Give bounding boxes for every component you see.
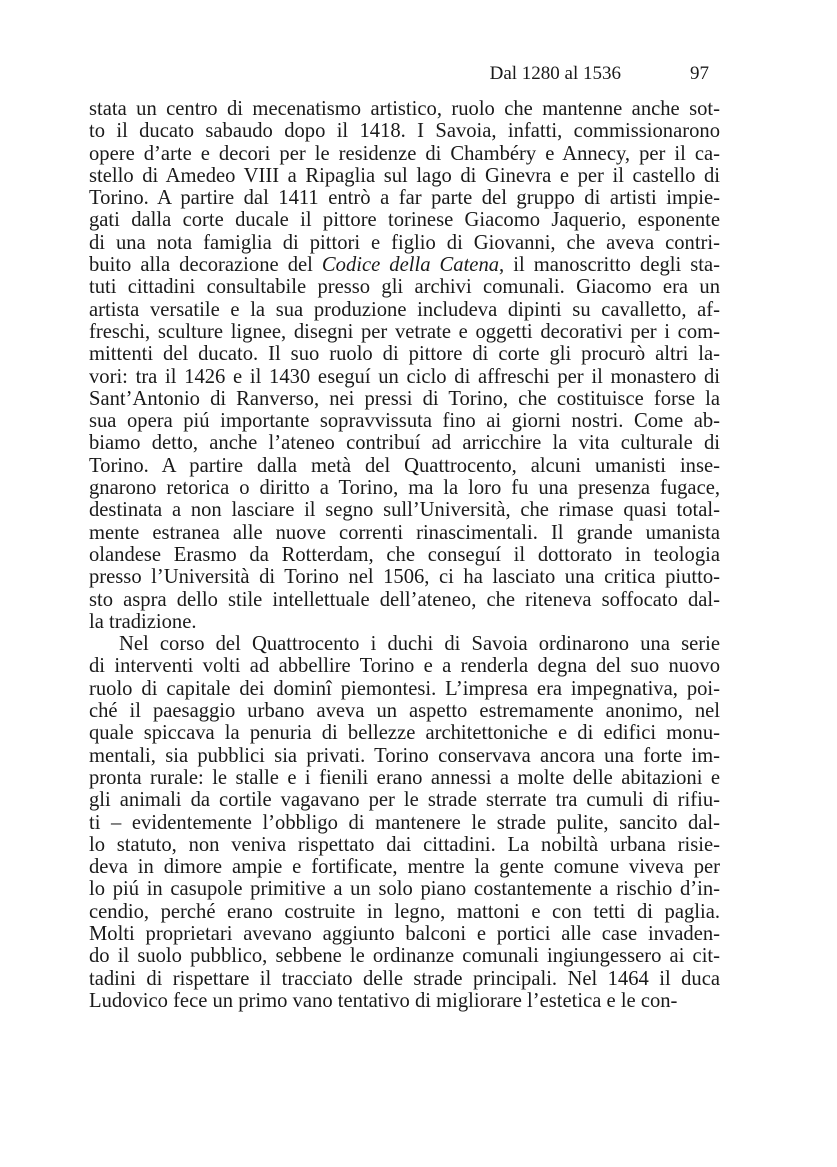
text-line (89, 566, 720, 588)
text-line (89, 633, 720, 655)
text-line (89, 388, 720, 410)
text-segment: vori: tra il 1426 e il 1430 eseguí un ciclo di affreschi per il monastero di (89, 365, 720, 388)
text-segment: gnarono retorica o diritto a Torino, ma la loro fu una presenza fugace, (89, 477, 720, 500)
text-segment: ché il paesaggio urbano aveva un aspetto estremamente anonimo, nel (89, 700, 720, 723)
text-segment: , il manoscritto degli sta- (499, 254, 721, 277)
text-segment: deva in dimore ampie e fortificate, mentre la gente comune viveva per (89, 856, 720, 879)
text-segment: destinata a non lasciare il segno sull’Università, che rimase quasi total- (89, 499, 720, 522)
text-segment: do il suolo pubblico, sebbene le ordinanze comunali ingiungessero ai cit- (89, 945, 720, 968)
text-line (89, 878, 720, 900)
text-line (89, 589, 720, 611)
body-text (89, 98, 720, 1012)
text-segment: gli animali da cortile vagavano per le strade sterrate tra cumuli di rifiu- (89, 789, 720, 812)
running-head (89, 62, 709, 86)
text-segment: biamo detto, anche l’ateneo contribuí ad arricchire la vita culturale di (89, 432, 720, 455)
text-line (89, 945, 720, 967)
text-segment: Torino. A partire dalla metà del Quattrocento, alcuni umanisti inse- (89, 454, 720, 477)
text-segment: freschi, sculture lignee, disegni per vetrate e oggetti decorativi per i com- (89, 320, 720, 343)
text-line (89, 968, 720, 990)
text-line (89, 767, 720, 789)
text-segment: mentali, sia pubblici sia privati. Torino conservava ancora una forte im- (89, 744, 720, 767)
text-line (89, 990, 720, 1012)
text-line (89, 700, 720, 722)
text-line (89, 343, 720, 365)
text-line (89, 499, 720, 521)
text-line (89, 165, 720, 187)
paragraph (89, 633, 720, 1012)
text-line (89, 856, 720, 878)
text-line (89, 745, 720, 767)
text-line (89, 722, 720, 744)
text-segment: Torino. A partire dal 1411 entrò a far parte del gruppo di artisti impie- (89, 187, 720, 210)
text-line (89, 522, 720, 544)
running-title: Dal 1280 al 1536 (489, 63, 621, 84)
text-line (89, 678, 720, 700)
text-segment: to il ducato sabaudo dopo il 1418. I Savoia, infatti, commissionarono (89, 120, 720, 143)
text-segment: di interventi volti ad abbellire Torino e a renderla degna del suo nuovo (89, 655, 720, 678)
text-line (89, 901, 720, 923)
text-segment: olandese Erasmo da Rotterdam, che conseguí il dottorato in teologia (89, 543, 720, 566)
text-segment: Sant’Antonio di Ranverso, nei pressi di Torino, che costituisce forse la (89, 387, 720, 410)
text-segment: tadini di rispettare il tracciato delle strade principali. Nel 1464 il duca (89, 967, 720, 990)
text-line (89, 432, 720, 454)
text-segment: stata un centro di mecenatismo artistico, ruolo che mantenne anche sot- (89, 98, 720, 120)
text-segment: buito alla decorazione del (89, 254, 322, 277)
text-line (89, 143, 720, 165)
text-segment: tuti cittadini consultabile presso gli archivi comunali. Giacomo era un (89, 276, 720, 299)
text-segment: di una nota famiglia di pittori e figlio di Giovanni, che aveva contri- (89, 231, 720, 254)
text-segment: presso l’Università di Torino nel 1506, ci ha lasciato una critica piutto- (89, 566, 720, 589)
text-line (89, 276, 720, 298)
text-segment: mittenti del ducato. Il suo ruolo di pittore di corte gli procurò altri la- (89, 343, 720, 366)
text-line (89, 120, 720, 142)
italic-title: Codice della Catena (321, 254, 500, 277)
text-segment: artista versatile e la sua produzione includeva dipinti su cavalletto, af- (89, 298, 720, 321)
text-line (89, 655, 720, 677)
text-line (89, 477, 720, 499)
text-line (89, 98, 720, 120)
text-line (89, 834, 720, 856)
text-segment: stello di Amedeo VIII a Ripaglia sul lago di Ginevra e per il castello di (89, 164, 720, 187)
text-line (89, 410, 720, 432)
text-segment: mente estranea alle nuove correnti rinascimentali. Il grande umanista (89, 521, 720, 544)
text-segment: Ludovico fece un primo vano tentativo di migliorare l’estetica e le con- (89, 989, 678, 1012)
text-segment: lo statuto, non veniva rispettato dai cittadini. La nobiltà urbana risie- (89, 833, 720, 856)
text-line (89, 232, 720, 254)
text-segment: sua opera piú importante sopravvissuta fino ai giorni nostri. Come ab- (89, 410, 720, 433)
text-line (89, 455, 720, 477)
text-segment: Nel corso del Quattrocento i duchi di Savoia ordinarono una serie (119, 633, 720, 656)
text-segment: sto aspra dello stile intellettuale dell’ateneo, che riteneva soffocato dal- (89, 588, 720, 611)
text-line (89, 187, 720, 209)
text-line (89, 366, 720, 388)
text-segment: pronta rurale: le stalle e i fienili erano annessi a molte delle abitazioni e (89, 766, 720, 789)
text-line (89, 254, 720, 276)
text-line (89, 209, 720, 231)
text-segment: ruolo di capitale dei dominî piemontesi. L’impresa era impegnativa, poi- (89, 677, 720, 700)
text-line (89, 923, 720, 945)
text-line (89, 611, 720, 633)
text-line (89, 321, 720, 343)
page-number: 97 (690, 63, 709, 84)
text-line (89, 544, 720, 566)
text-segment: gati dalla corte ducale il pittore torinese Giacomo Jaquerio, esponente (89, 209, 720, 232)
text-segment: Molti proprietari avevano aggiunto balconi e portici alle case invaden- (89, 922, 720, 945)
text-line (89, 789, 720, 811)
text-segment: ti – evidentemente l’obbligo di mantenere le strade pulite, sancito dal- (89, 811, 720, 834)
text-segment: la tradizione. (89, 610, 197, 633)
paragraph (89, 98, 720, 633)
text-segment: opere d’arte e decori per le residenze di Chambéry e Annecy, per il ca- (89, 142, 720, 165)
text-segment: quale spiccava la penuria di bellezze architettoniche e di edifici monu- (89, 722, 720, 745)
text-line (89, 812, 720, 834)
text-line (89, 299, 720, 321)
text-segment: lo piú in casupole primitive a un solo piano costantemente a rischio d’in- (89, 878, 720, 901)
text-segment: cendio, perché erano costruite in legno, mattoni e con tetti di paglia. (89, 900, 720, 923)
